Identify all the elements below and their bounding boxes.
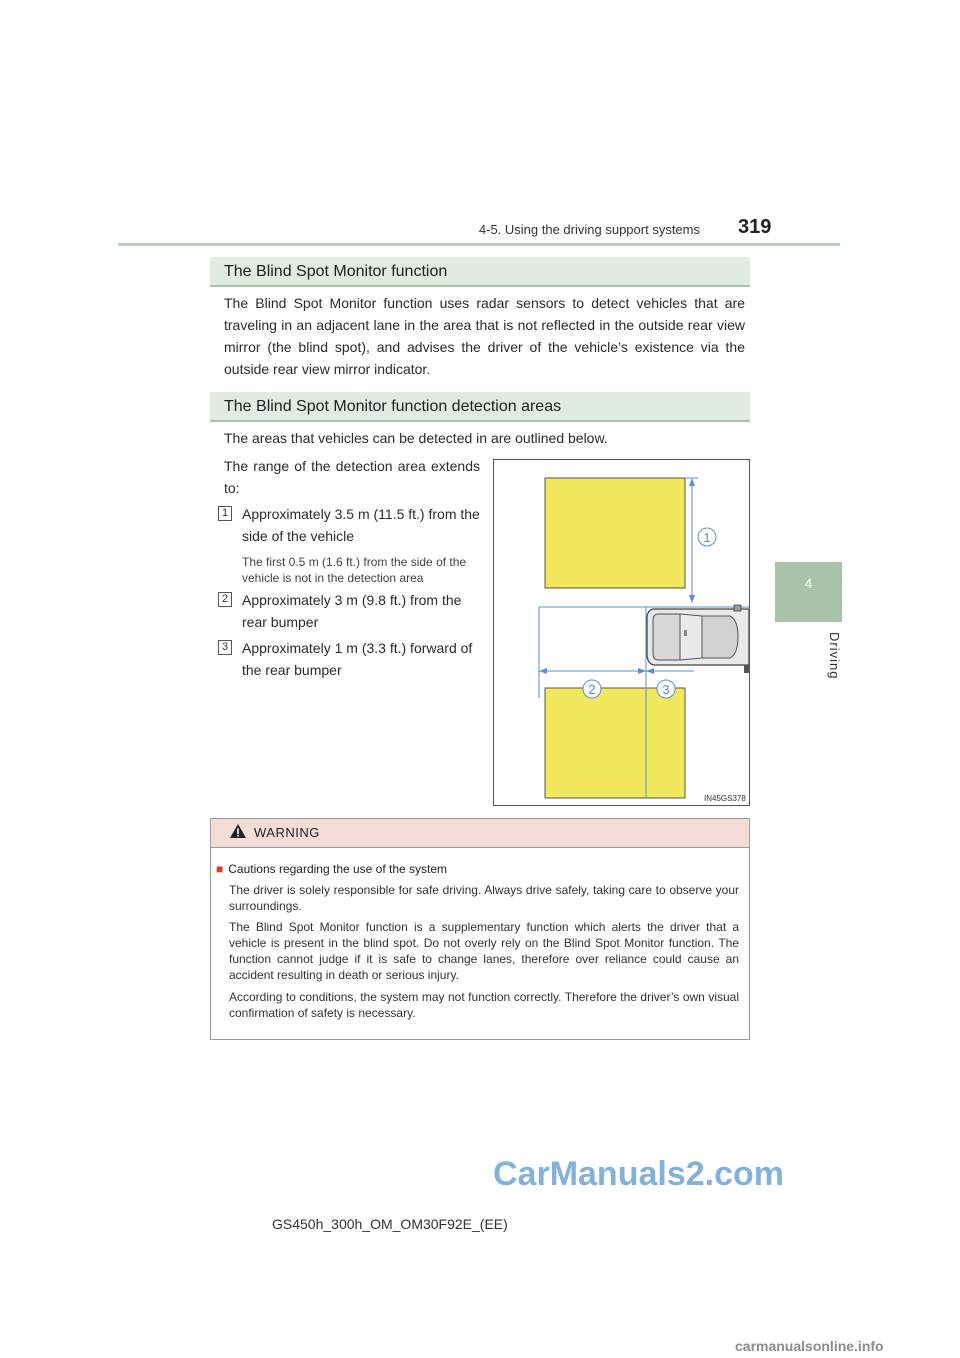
- warning-paragraph-1: The driver is solely responsible for safe driving. Always drive safely, taking care to observe your surroundings.: [229, 883, 739, 913]
- chapter-label: Driving: [827, 632, 842, 680]
- running-header: 4-5. Using the driving support systems: [478, 222, 700, 237]
- range-intro: The range of the detection area extends to:: [224, 458, 480, 496]
- watermark-carmanualsonline: carmanualsonline.info: [735, 1338, 884, 1354]
- item-text-3: Approximately 1 m (3.3 ft.) forward of the rear bumper: [242, 640, 473, 678]
- warning-subheading-text: Cautions regarding the use of the system: [228, 862, 448, 876]
- watermark-carmanuals2: CarManuals2.com: [493, 1155, 784, 1193]
- car-top-view: [647, 605, 749, 673]
- section-heading-detection-areas: The Blind Spot Monitor function detection areas: [210, 392, 750, 422]
- item-number-1: 1: [218, 506, 232, 521]
- warning-title: WARNING: [254, 825, 320, 840]
- chapter-number: 4: [804, 575, 813, 591]
- detection-zone-side: [545, 478, 685, 588]
- callout-1-label: 1: [703, 530, 711, 545]
- function-description: The Blind Spot Monitor function uses radar sensors to detect vehicles that are traveling in an adjacent lane in the area that is not reflected in the outside rear view mirror (the blind spot), and advises the driver of the vehicle’s existence via the outside rear view mirror indicator.: [224, 295, 745, 377]
- warning-paragraph-2: The Blind Spot Monitor function is a supplementary function which alerts the driver that a vehicle is present in the blind spot. Do not overly rely on the Blind Spot Monitor function. The function cannot judge if it is safe to change lanes, therefore over reliance could cause an accident resulting in death or serious injury.: [229, 920, 739, 982]
- detection-intro: The areas that vehicles can be detected in are outlined below.: [224, 430, 608, 446]
- header-divider: [118, 243, 840, 246]
- item-number-3: 3: [218, 640, 232, 655]
- warning-subheading: [216, 862, 447, 876]
- callout-2: [583, 680, 601, 698]
- chapter-tab: [775, 562, 842, 622]
- square-bullet-icon: ■: [216, 862, 224, 876]
- figure-code: IN45GS378: [704, 794, 746, 803]
- item-text-1: Approximately 3.5 m (11.5 ft.) from the side of the vehicle: [242, 506, 480, 544]
- item-number-2: 2: [218, 592, 232, 607]
- detection-zone-rear: [545, 688, 685, 798]
- item-note-1: The first 0.5 m (1.6 ft.) from the side of the vehicle is not in the detection area: [242, 555, 467, 585]
- detection-area-diagram: [494, 460, 749, 805]
- detection-area-figure: [493, 459, 750, 806]
- callout-3: [657, 680, 675, 698]
- item-text-2: Approximately 3 m (9.8 ft.) from the rear bumper: [242, 592, 462, 630]
- warning-paragraph-3: According to conditions, the system may not function correctly. Therefore the driver’s own visual confirmation of safety is necessary.: [229, 990, 739, 1020]
- warning-triangle-icon: [229, 823, 247, 844]
- page-number: 319: [738, 216, 772, 238]
- callout-3-label: 3: [662, 682, 670, 697]
- document-code: GS450h_300h_OM_OM30F92E_(EE): [272, 1216, 508, 1232]
- callout-2-label: 2: [588, 682, 596, 697]
- section-heading-function: The Blind Spot Monitor function: [210, 257, 750, 287]
- callout-1: [698, 528, 716, 546]
